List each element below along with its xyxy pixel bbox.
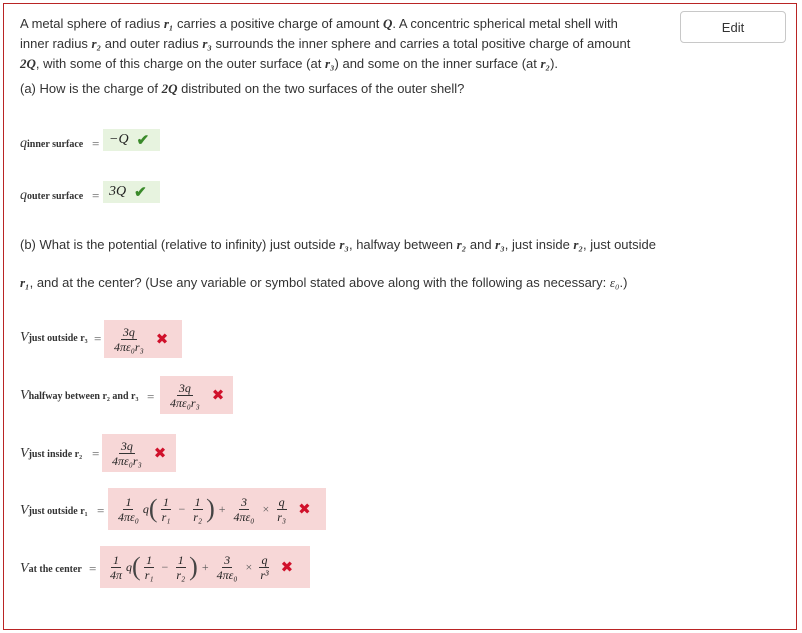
- equals-sign: =: [97, 503, 105, 518]
- check-icon: ✔: [134, 184, 147, 201]
- v-halfway-label: Vhalfway between r₂ and r₃: [20, 388, 139, 403]
- v-outside-r3-label: Vjust outside r₃: [20, 330, 88, 345]
- equals-sign: =: [92, 136, 100, 151]
- v-center-label: Vat the center: [20, 561, 82, 576]
- question-frame: [3, 3, 797, 630]
- answer-v-center[interactable]: $\frac{1}{4\pi}$ q ( $\frac{1}{\text{r₁}}$ − $\frac{1}{\text{r₂}}$ ) + $\frac{3}{\text{4πε₀}}$ × $\frac{q}{\text{r³}}$ ✖: [100, 546, 310, 588]
- cross-icon: ✖: [298, 500, 311, 518]
- cross-icon: ✖: [211, 386, 225, 404]
- cross-icon: ✖: [280, 558, 294, 576]
- q-inner-label: qinner surface: [20, 136, 84, 151]
- part-b-question: (b) What is the potential (relative to infinity) just outside r₃, halfway between r₂ and r₃, just inside r₂, just outside: [20, 237, 657, 252]
- equals-sign: =: [89, 561, 97, 576]
- equals-sign: =: [92, 188, 100, 203]
- answer-v-outside-r1[interactable]: $\frac{1}{\text{4πε₀}}$ q ( $\frac{1}{\text{r₁}}$ − $\frac{1}{\text{r₂}}$ ) + $\frac{3}{\text{4πε₀}}$ × $\frac{q}{\text{r₃}}$ ✖: [108, 488, 326, 530]
- check-icon: ✔: [136, 132, 150, 149]
- equals-sign: =: [94, 331, 102, 346]
- v-outside-r1-label: Vjust outside r₁: [20, 503, 88, 518]
- equals-sign: =: [147, 389, 155, 404]
- edit-button[interactable]: Edit: [680, 11, 786, 43]
- q-outer-label: qouter surface: [20, 188, 84, 203]
- cross-icon: ✖: [153, 444, 167, 462]
- answer-v-outside-r3[interactable]: $\frac{3q}{\text{4πε₀r₃}}$ ✖: [104, 320, 182, 358]
- answer-v-inside-r2[interactable]: $\frac{3q}{\text{4πε₀r₃}}$ ✖: [102, 434, 176, 472]
- part-a-question: (a) How is the charge of 2Q distributed on the two surfaces of the outer shell?: [20, 81, 465, 96]
- answer-q-outer[interactable]: 3Q ✔: [103, 181, 160, 203]
- cross-icon: ✖: [155, 330, 169, 348]
- v-inside-r2-label: Vjust inside r₂: [20, 446, 83, 461]
- answer-v-halfway[interactable]: $\frac{3q}{\text{4πε₀r₃}}$ ✖: [160, 376, 233, 414]
- equals-sign: =: [92, 446, 100, 461]
- answer-q-inner[interactable]: −Q ✔: [103, 129, 160, 151]
- problem-statement: A metal sphere of radius r₁ carries a positive charge of amount Q. A concentric spherical metal shell with inner radius r₂ and outer radius r₃ surrounds the inner sphere and carries a total positive charge of amount 2Q, with some of this charge on the outer surface (at r₃) and some on the inner surface (at r₂).: [20, 16, 631, 71]
- part-b-question-cont: r₁, and at the center? (Use any variable or symbol stated above along with the following as necessary: ε₀.): [20, 275, 628, 290]
